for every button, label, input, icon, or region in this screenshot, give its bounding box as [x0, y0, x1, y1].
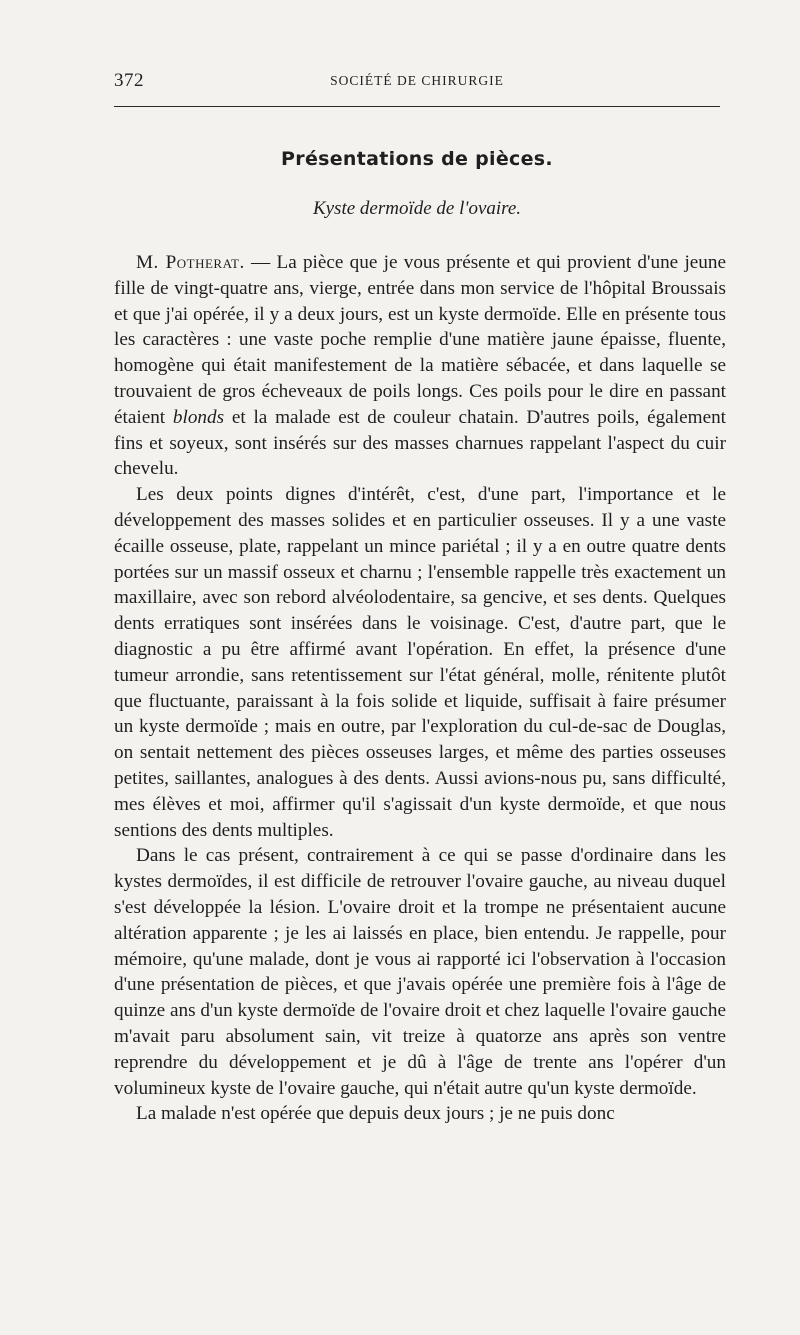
article-subtitle: Kyste dermoïde de l'ovaire. [312, 198, 522, 219]
running-header [114, 70, 720, 94]
page-number: 372 [114, 70, 144, 91]
paragraph-1-text-b: et la malade est de couleur chatain. D'autres poils, également fins et soyeux, sont insérés sur des masses charnues rappelant l'aspect du cuir chevelu. [114, 406, 727, 480]
paragraph-1-text-a: — La pièce que je vous présente et qui provient d'une jeune fille de vingt-quatre ans, vierge, entrée dans mon service de l'hôpital Broussais et que j'ai opérée, il y a deux jours, est un kyste dermoïde. Elle en présente tous les caractères : une vaste poche remplie d'une matière jaune épaisse, fluente, homogène qui était manifestement de la matière sébacée, et dans laquelle se trouvaient de gros écheveaux de poils longs. Ces poils pour le dire en passant étaient [114, 252, 726, 428]
journal-title: SOCIÉTÉ DE CHIRURGIE [330, 73, 504, 88]
paragraph-2: Les deux points dignes d'intérêt, c'est, d'une part, l'importance et le développement des masses solides et en particulier osseuses. Il y a une vaste écaille osseuse, plate, rappelant un mince pariétal ; il y a en outre quatre dents portées sur un massif osseux et charnu ; l'ensemble rappelle très exactement un maxillaire, avec son rebord alvéolodentaire, sa gencive, et ses dents. Quelques dents erratiques sont insérées dans le voisinage. C'est, d'autre part, que le diagnostic a pu être affirmé avant l'opération. En effet, la présence d'une tumeur arrondie, sans retentissement sur l'état général, molle, rénitente plutôt que fluctuante, paraissant à la fois solide et liquide, suffisait à faire présumer un kyste dermoïde ; mais en outre, par l'exploration du cul-de-sac de Douglas, on sentait nettement des pièces osseuses larges, et même des parties osseuses petites, saillantes, analogues à des dents. Aussi avions-nous pu, sans difficulté, mes élèves et moi, affirmer qu'il s'agissait d'un kyste dermoïde, et que nous sentions des dents multiples. [114, 484, 726, 841]
paragraph-3: Dans le cas présent, contrairement à ce qui se passe d'ordinaire dans les kystes dermoïdes, il est difficile de retrouver l'ovaire gauche, au niveau duquel s'est développée la lésion. L'ovaire droit et la trompe ne présentaient aucune altération apparente ; je les ai laissés en place, bien entendu. Je rappelle, pour mémoire, qu'une malade, dont je vous ai rapporté ici l'observation à l'occasion d'une présentation de pièces, et que j'avais opérée une première fois à l'âge de quinze ans d'un kyste dermoïde de l'ovaire droit et chez laquelle l'ovaire gauche m'avait paru absolument sain, vit treize à quatorze ans après son ventre reprendre du développement et je dû à l'âge de trente ans l'opérer d'un volumineux kyste de l'ovaire gauche, qui n'était autre qu'un kyste dermoïde. [114, 845, 726, 1099]
emphasis-word: blonds [172, 406, 225, 428]
paragraph-1 [114, 250, 726, 482]
speaker-name: M. Potherat. [136, 252, 245, 273]
article-body [114, 250, 726, 1127]
header-rule [114, 106, 720, 107]
paragraph-4: La malade n'est opérée que depuis deux jours ; je ne puis donc [136, 1103, 615, 1125]
section-title: Présentations de pièces. [281, 148, 553, 170]
